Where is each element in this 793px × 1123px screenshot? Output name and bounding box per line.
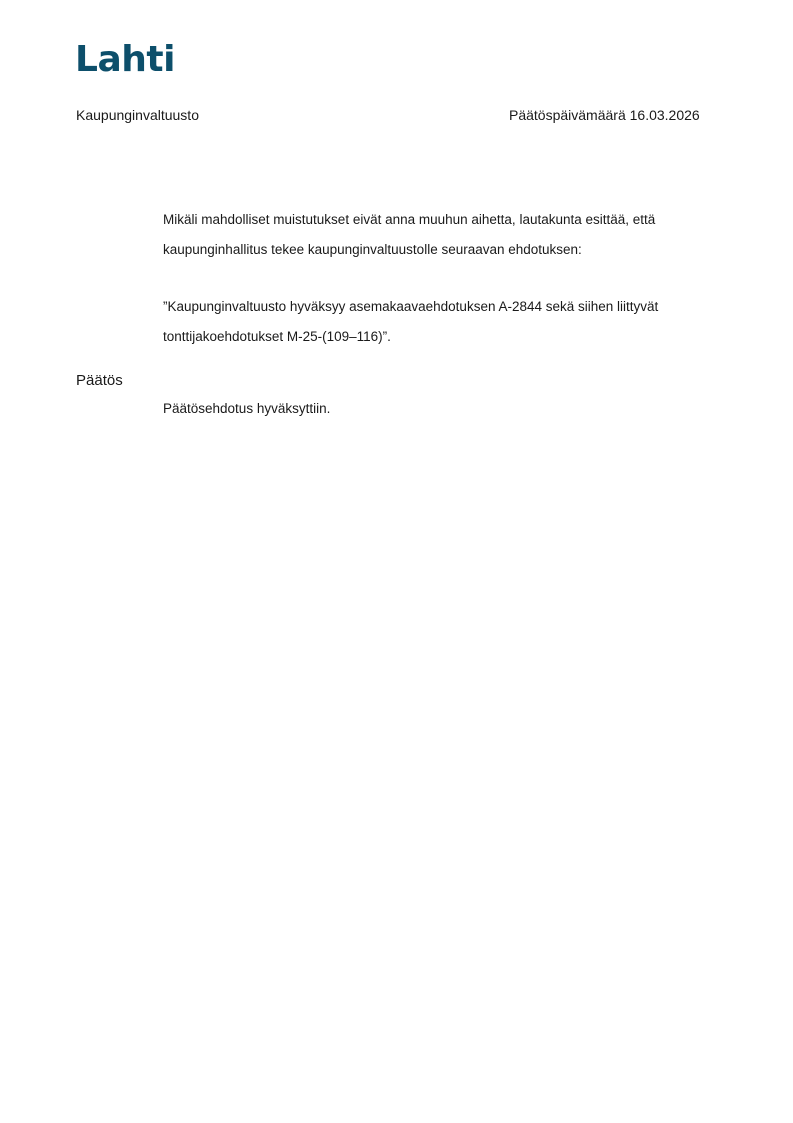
decision-date: Päätöspäivämäärä 16.03.2026 bbox=[509, 107, 700, 123]
lahti-logo: Lahti bbox=[75, 39, 175, 80]
proposal-quote: ”Kaupunginvaltuusto hyväksyy asemakaavaehdotuksen A-2844 sekä siihen liittyvät tonttijakoehdotukset M-25-(109–116)”. bbox=[163, 299, 659, 344]
decision-text: Päätösehdotus hyväksyttiin. bbox=[163, 401, 331, 416]
organization-name: Kaupunginvaltuusto bbox=[76, 107, 199, 123]
proposal-paragraph: Mikäli mahdolliset muistutukset eivät anna muuhun aihetta, lautakunta esittää, että kaupunginhallitus tekee kaupunginvaltuustolle seuraavan ehdotuksen: bbox=[163, 212, 656, 257]
decision-heading: Päätös bbox=[76, 372, 123, 389]
